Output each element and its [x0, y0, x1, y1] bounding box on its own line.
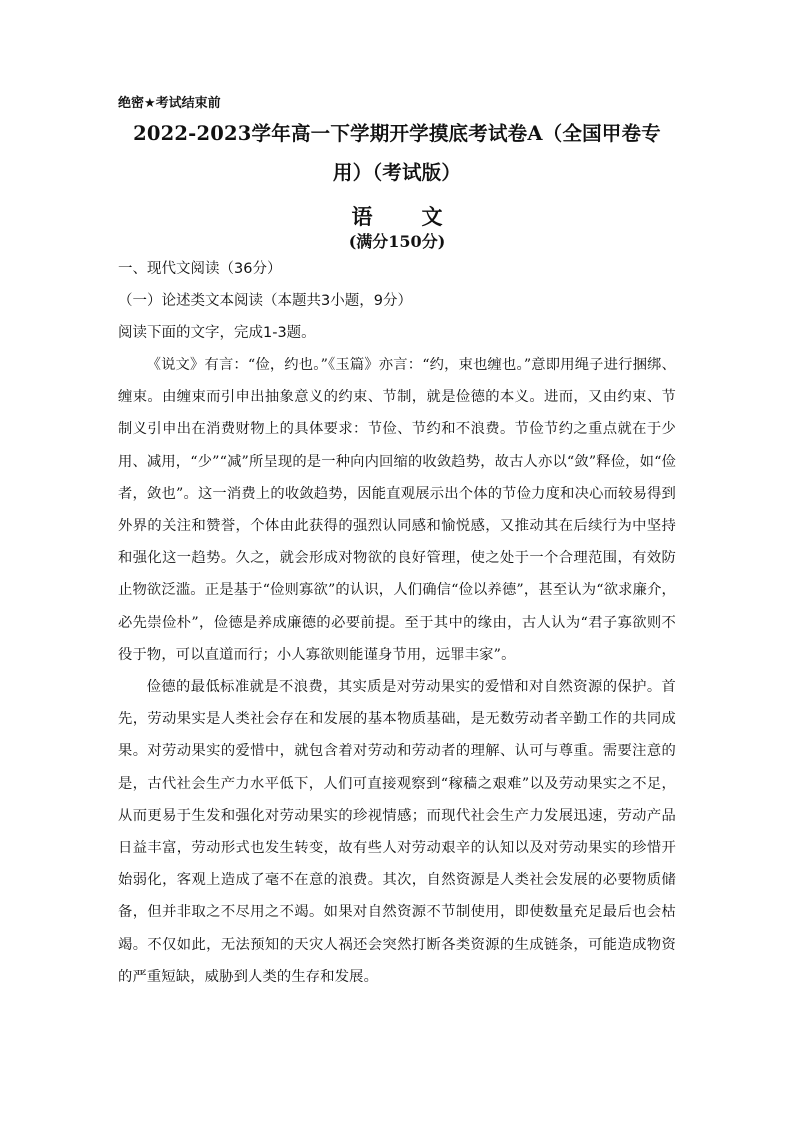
- exam-title-line1: 2022-2023学年高一下学期开学摸底考试卷A（全国甲卷专: [133, 122, 661, 145]
- confidential-label: 绝密★考试结束前: [118, 96, 221, 111]
- subsection-heading-argumentative: （一）论述类文本阅读（本题共3小题，9分）: [118, 293, 412, 309]
- subject-heading: 语 文: [351, 204, 457, 229]
- reading-instruction: 阅读下面的文字，完成1-3题。: [118, 325, 316, 341]
- exam-title-line2: 用）（考试版）: [332, 161, 462, 184]
- section-heading-modern-reading: 一、现代文阅读（36分）: [118, 261, 282, 277]
- passage-paragraph-1: 《说文》有言：“俭，约也。”《玉篇》亦言：“约，束也缠也。”意即用绳子进行捆绑、缠束。由缠束而引申出抽象意义的约束、节制，就是俭德的本义。进而，又由约束、节制义引申出在消费财物上的具体要求：节俭、节约和不浪费。节俭节约之重点就在于少用、减用，“少”“减”所呈现的是一种向内回缩的收敛趋势，故古人亦以“敛”释俭，如“俭者，敛也”。这一消费上的收敛趋势，因能直观展示出个体的节俭力度和决心而较易得到外界的关注和赞誉，个体由此获得的强烈认同感和愉悦感，又推动其在后续行为中坚持和强化这一趋势。久之，就会形成对物欲的良好管理，使之处于一个合理范围，有效防止物欲泛滥。正是基于“俭则寡欲”的认识，人们确信“俭以养德”，甚至认为“欲求廉介，必先崇俭朴”，俭德是养成廉德的必要前提。至于其中的缘由，古人认为“君子寡欲则不役于物，可以直道而行；小人寡欲则能谨身节用，远罪丰家”。: [118, 357, 676, 663]
- full-score-label: (满分150分): [348, 232, 446, 251]
- passage-paragraph-2: 俭德的最低标准就是不浪费，其实质是对劳动果实的爱惜和对自然资源的保护。首先，劳动果实是人类社会存在和发展的基本物质基础，是无数劳动者辛勤工作的共同成果。对劳动果实的爱惜中，就包含着对劳动和劳动者的理解、认可与尊重。需要注意的是，古代社会生产力水平低下，人们可直接观察到“稼穑之艰难”以及劳动果实之不足，从而更易于生发和强化对劳动果实的珍视情感；而现代社会生产力发展迅速，劳动产品日益丰富，劳动形式也发生转变，故有些人对劳动艰辛的认知以及对劳动果实的珍惜开始弱化，客观上造成了毫不在意的浪费。其次，自然资源是人类社会发展的必要物质储备，但并非取之不尽用之不竭。如果对自然资源不节制使用，即使数量充足最后也会枯竭。不仅如此，无法预知的天灾人祸还会突然打断各类资源的生成链条，可能造成物资的严重短缺，威胁到人类的生存和发展。: [118, 679, 676, 985]
